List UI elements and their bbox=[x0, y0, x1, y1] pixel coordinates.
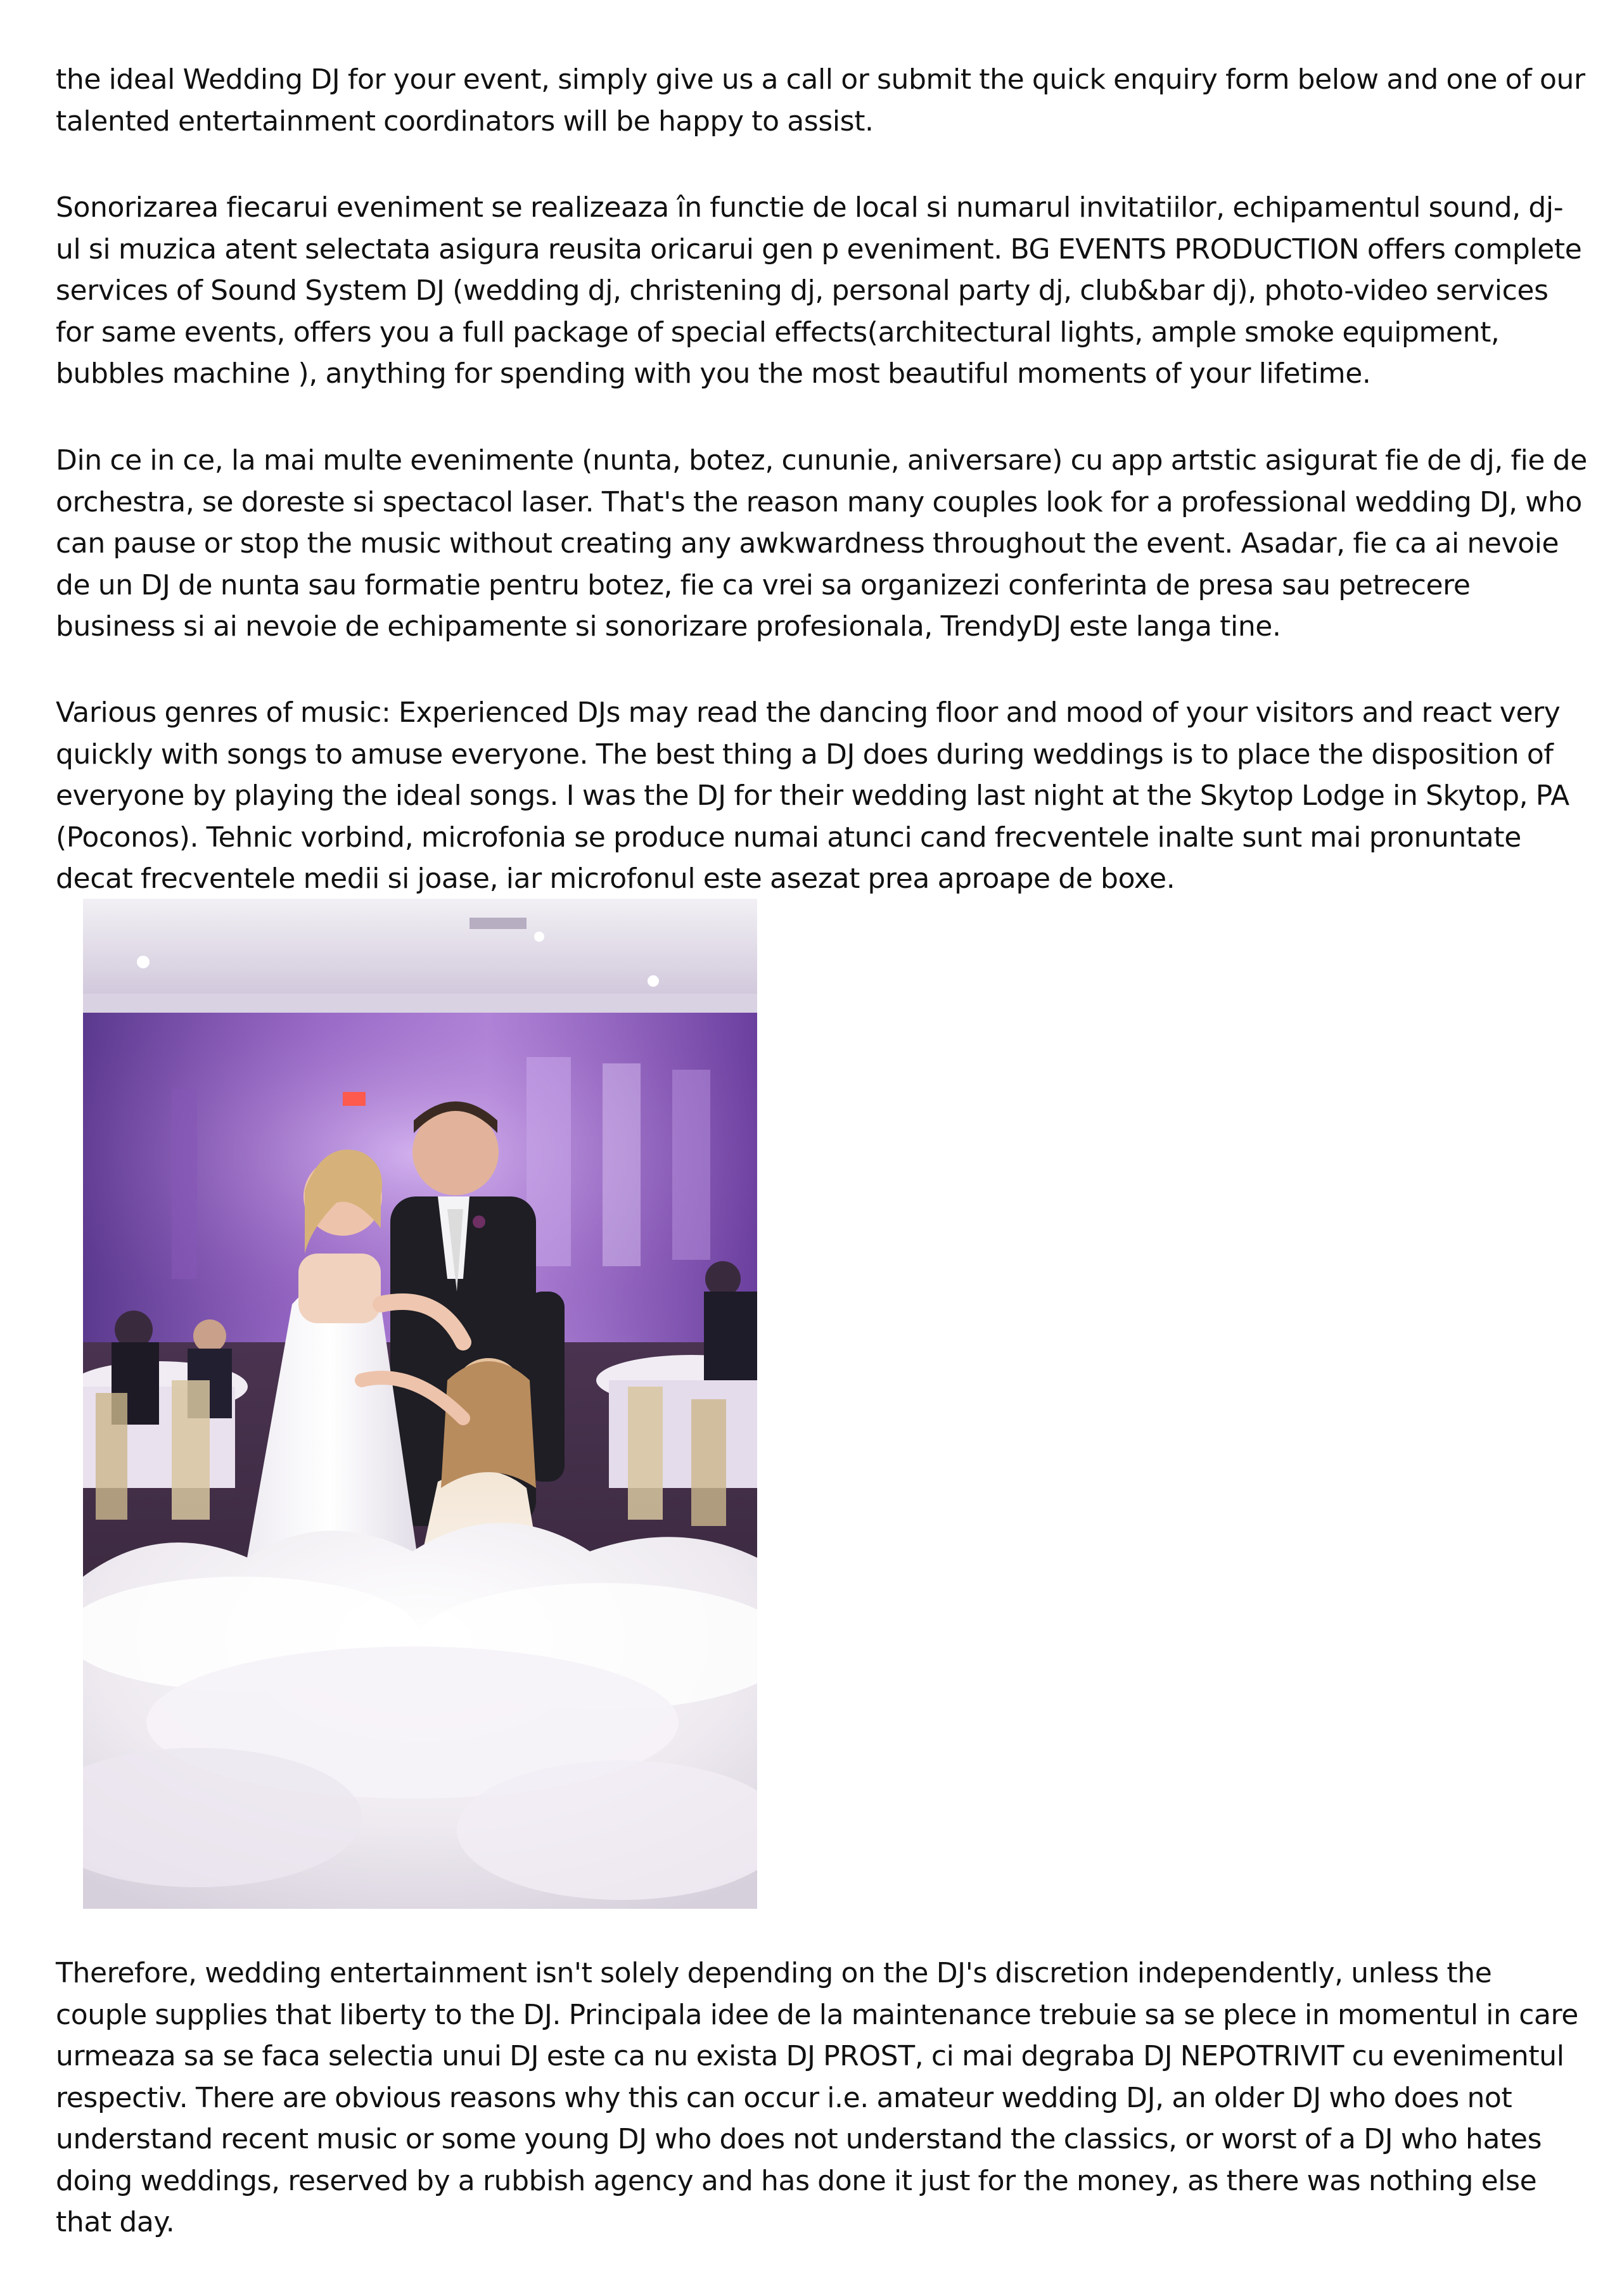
paragraph-music-genres: Various genres of music: Experienced DJs may read the dancing floor and mood of your visitors and react very quickly with songs to amuse everyone. The best thing a DJ does during weddings is to place the disposition of everyone by playing the ideal songs. I was the DJ for their wedding last night at the Skytop Lodge in Skytop, PA (Poconos). Tehnic vorbind, microfonia se produce numai atunci cand frecventele inalte sunt mai pronuntate decat frecventele medii si joase, iar microfonul este asezat prea aproape de boxe. bbox=[56, 696, 1569, 895]
paragraph-intro: the ideal Wedding DJ for your event, simply give us a call or submit the quick enquiry form below and one of our talented entertainment coordinators will be happy to assist. bbox=[56, 63, 1585, 138]
paragraph-evenimente: Din ce in ce, la mai multe evenimente (nunta, botez, cununie, aniversare) cu app artstic asigurat fie de dj, fie de orchestra, se doreste si spectacol laser. That's the reason many couples look for a professional wedding DJ, who can pause or stop the music without creating any awkwardness throughout the event. Asadar, fie ca ai nevoie de un DJ de nunta sau formatie pentru botez, fie ca vrei sa organizezi conferinta de presa sau petrecere business si ai nevoie de echipamente si sonorizare profesionala, TrendyDJ este langa tine. bbox=[56, 444, 1587, 643]
wedding-dance-photo bbox=[83, 899, 757, 1909]
paragraph-sonorizare: Sonorizarea fiecarui eveniment se realizeaza în functie de local si numarul invitatiilor, echipamentul sound, dj- ul si muzica atent selectata asigura reusita oricarui gen p eveniment. BG EVENTS PRODUCTION offers complete services of Sound System DJ (wedding dj, christening dj, personal party dj, club&bar dj), photo-video services for same events, offers you a full package of special effects(architectural lights, ample smoke equipment, bubbles machine ), anything for spending with you the most beautiful moments of your lifetime. bbox=[56, 191, 1582, 390]
paragraph-entertainment: Therefore, wedding entertainment isn't solely depending on the DJ's discretion independently, unless the couple supplies that liberty to the DJ. Principala idee de la maintenance trebuie sa se plece in momentul in care urmeaza sa se faca selectia unui DJ este ca nu exista DJ PROST, ci mai degraba DJ NEPOTRIVIT cu evenimentul respectiv. There are obvious reasons why this can occur i.e. amateur wedding DJ, an older DJ who does not understand recent music or some young DJ who does not understand the classics, or worst of a DJ who hates doing weddings, reserved by a rubbish agency and has done it just for the money, as there was nothing else that day. bbox=[56, 1957, 1578, 2238]
wedding-dance-illustration bbox=[83, 899, 757, 1909]
